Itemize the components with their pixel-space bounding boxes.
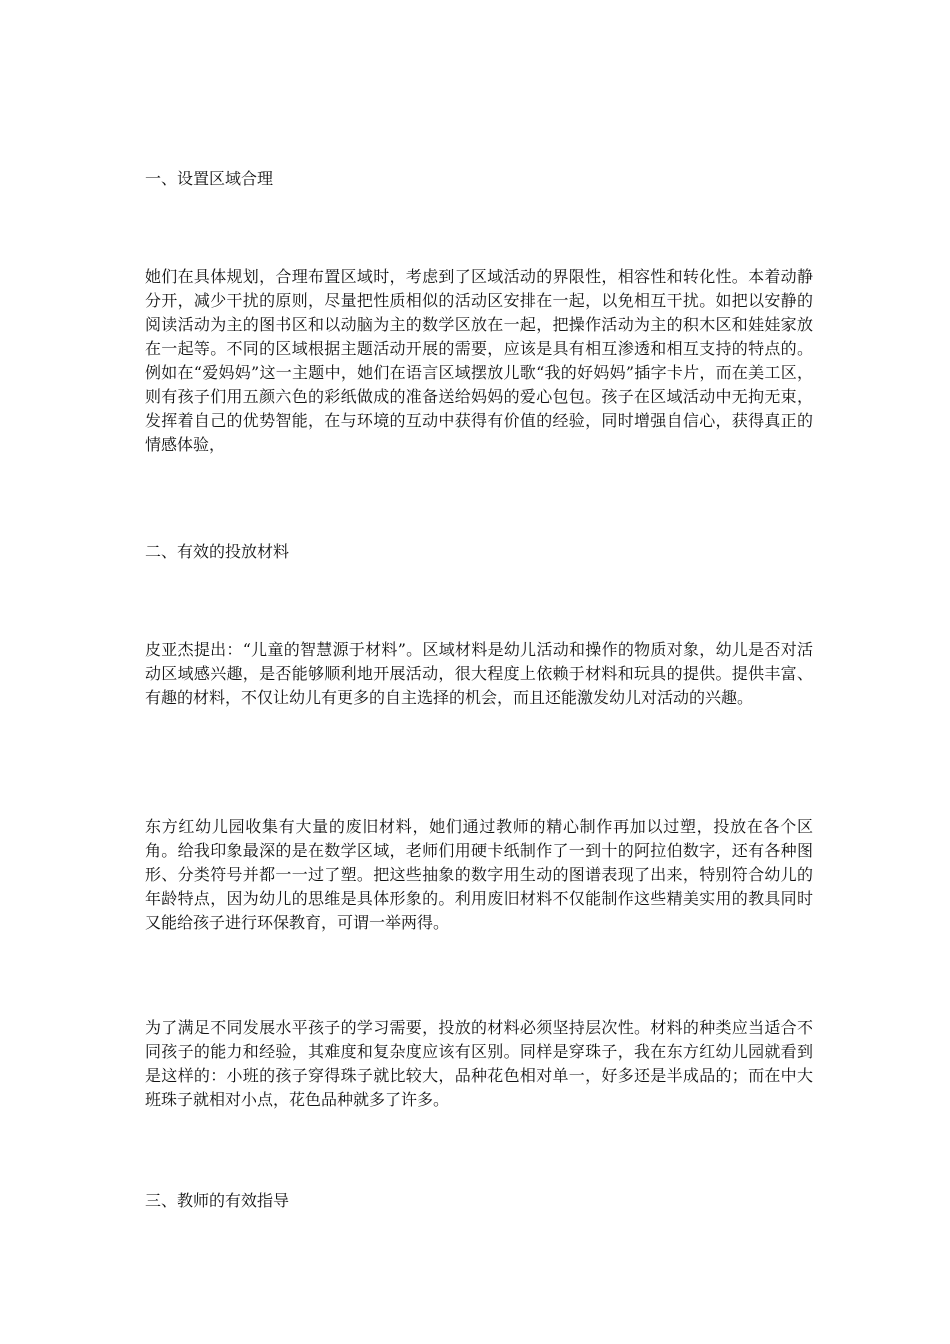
- paragraph-area-layout: 她们在具体规划，合理布置区域时，考虑到了区域活动的界限性，相容性和转化性。本着动静分开，减少干扰的原则，尽量把性质相似的活动区安排在一起，以免相互干扰。如把以安静的阅读活动为主的图书区和以动脑为主的数学区放在一起，把操作活动为主的积木区和娃娃家放在一起等。不同的区域根据主题活动开展的需要，应该是具有相互渗透和相互支持的特点的。例如在“爱妈妈”这一主题中，她们在语言区域摆放儿歌“我的好妈妈”插字卡片，而在美工区，则有孩子们用五颜六色的彩纸做成的准备送给妈妈的爱心包包。孩子在区域活动中无拘无束，发挥着自己的优势智能，在与环境的互动中获得有价值的经验，同时增强自信心，获得真正的情感体验，: [145, 267, 813, 454]
- paragraph-piaget-materials: 皮亚杰提出：“儿童的智慧源于材料”。区域材料是幼儿活动和操作的物质对象，幼儿是否对活动区域感兴趣，是否能够顺利地开展活动，很大程度上依赖于材料和玩具的提供。提供丰富、有趣的材料，不仅让幼儿有更多的自主选择的机会，而且还能激发幼儿对活动的兴趣。: [145, 640, 813, 707]
- paragraph-layered-materials: 为了满足不同发展水平孩子的学习需要，投放的材料必须坚持层次性。材料的种类应当适合不同孩子的能力和经验，其难度和复杂度应该有区别。同样是穿珠子，我在东方红幼儿园就看到是这样的：小班的孩子穿得珠子就比较大，品种花色相对单一，好多还是半成品的；而在中大班珠子就相对小点，花色品种就多了许多。: [145, 1018, 813, 1109]
- paragraph-recycled-materials: 东方红幼儿园收集有大量的废旧材料，她们通过教师的精心制作再加以过塑，投放在各个区角。给我印象最深的是在数学区域，老师们用硬卡纸制作了一到十的阿拉伯数字，还有各种图形、分类符号并都一一过了塑。把这些抽象的数字用生动的图谱表现了出来，特别符合幼儿的年龄特点，因为幼儿的思维是具体形象的。利用废旧材料不仅能制作这些精美实用的教具同时又能给孩子进行环保教育，可谓一举两得。: [145, 817, 813, 932]
- section-heading-3: 三、教师的有效指导: [145, 1191, 290, 1210]
- section-heading-2: 二、有效的投放材料: [145, 542, 290, 561]
- section-heading-1: 一、设置区域合理: [145, 169, 274, 188]
